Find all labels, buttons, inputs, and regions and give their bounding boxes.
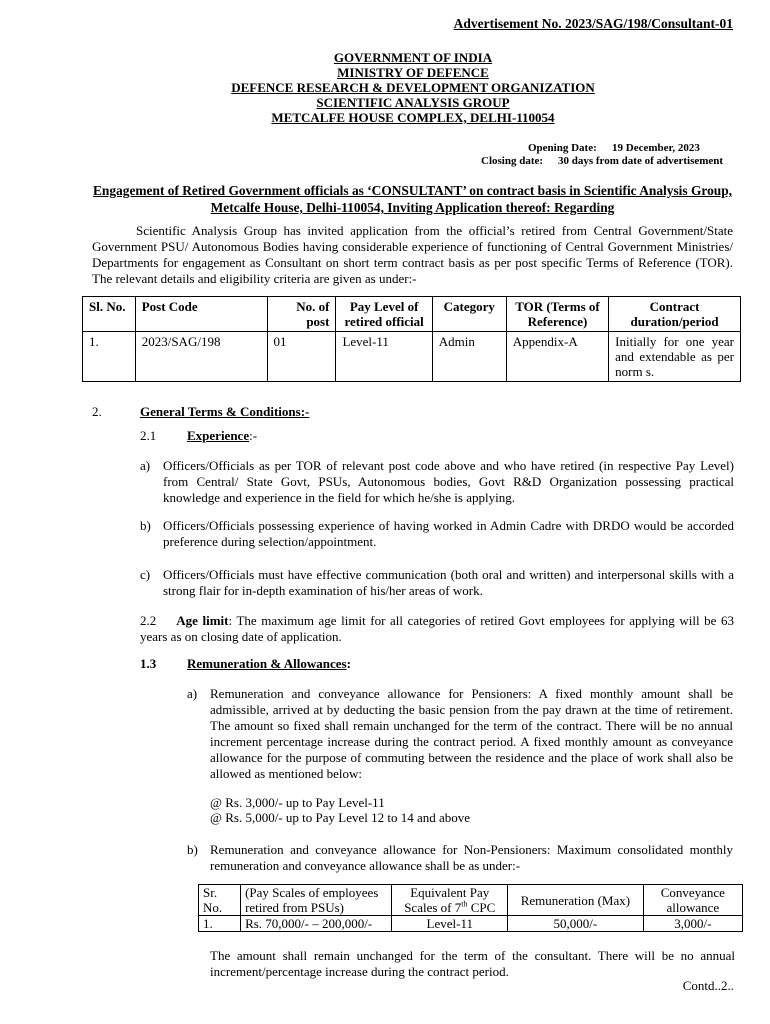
rem-header-equivalent-post: CPC: [467, 900, 496, 915]
header-organization: DEFENCE RESEARCH & DEVELOPMENT ORGANIZATION: [231, 80, 595, 95]
advertisement-number: Advertisement No. 2023/SAG/198/Consultant-01: [453, 16, 733, 31]
rem-cell-pay-scales: Rs. 70,000/- – 200,000/-: [241, 916, 392, 932]
rem-header-conveyance: Conveyance allowance: [643, 885, 742, 916]
closing-date-value: 30 days from date of advertisement: [558, 155, 724, 167]
remuneration-item-a-label: a): [187, 686, 198, 701]
section-2-number: 2.: [92, 404, 102, 419]
subsection-1-3-title: Remuneration & Allowances: [187, 656, 347, 671]
experience-item-c-label: c): [140, 567, 151, 582]
rem-header-equivalent-sup: th: [461, 899, 468, 909]
posts-header-tor: TOR (Terms of Reference): [506, 297, 608, 332]
rem-header-equivalent: [392, 885, 508, 916]
remuneration-table: [198, 884, 743, 932]
posts-cell-tor: Appendix-A: [506, 332, 608, 382]
subsection-1-3-suffix: :: [346, 656, 351, 671]
remuneration-item-b-label: b): [187, 842, 198, 857]
subsection-2-2-number: 2.2: [140, 613, 157, 628]
subsection-1-3-heading: [187, 656, 351, 672]
experience-item-a-label: a): [140, 458, 151, 473]
experience-item-c-text: Officers/Officials must have effective communication (both oral and written) and interpersonal skills with a strong flair for in-depth examination of his/her areas of work.: [163, 567, 734, 598]
continued-marker: Contd..2..: [682, 978, 734, 993]
remuneration-table-header-row: [199, 885, 743, 916]
posts-header-count: No. of post: [267, 297, 336, 332]
closing-date-label: Closing date:: [481, 155, 544, 167]
subject-heading: Engagement of Retired Government officials as ‘CONSULTANT’ on contract basis in Scientific Analysis Group, Metcalfe House, Delhi-110054, Inviting Application thereof: Regarding: [92, 183, 733, 215]
posts-cell-category: Admin: [432, 332, 506, 382]
subsection-2-1-suffix: :-: [249, 428, 258, 443]
experience-item-b-label: b): [140, 518, 151, 533]
posts-header-pay-level: Pay Level of retired official: [336, 297, 432, 332]
remuneration-item-b-text: Remuneration and conveyance allowance for Non-Pensioners: Maximum consolidated monthly remuneration and conveyance allowance shall be as under:-: [210, 842, 733, 873]
experience-item-b-text: Officers/Officials possessing experience of having worked in Admin Cadre with DRDO would be accorded preference during selection/appointment.: [163, 518, 734, 549]
opening-date-value: 19 December, 2023: [612, 142, 700, 154]
posts-header-category: Category: [432, 297, 506, 332]
subsection-2-1-title: Experience: [187, 428, 250, 443]
closing-note: The amount shall remain unchanged for the term of the consultant. There will be no annual increment/percentage increase during the contract period.: [210, 948, 735, 979]
header-ministry: MINISTRY OF DEFENCE: [337, 65, 489, 80]
posts-table: [82, 296, 741, 382]
header-government: GOVERNMENT OF INDIA: [333, 50, 493, 65]
intro-text: Scientific Analysis Group has invited application from the official’s retired from Central Government/State Government PSU/ Autonomous Bodies having considerable experience of functioning of Central Government Ministries/ Departments for engagement as Consultant on short term contract basis as per post specific Terms of Reference (TOR). The relevant details and eligibility criteria are given as under:-: [92, 223, 733, 286]
rem-cell-conveyance: 3,000/-: [643, 916, 742, 932]
rem-header-pay-scales: (Pay Scales of employees retired from PSUs): [241, 885, 392, 916]
header-address: METCALFE HOUSE COMPLEX, DELHI-110054: [271, 110, 555, 125]
rem-header-sr: Sr. No.: [199, 885, 241, 916]
age-limit-text: : The maximum age limit for all categories of retired Govt employees for applying will be 63 years as on closing date of application.: [140, 613, 734, 644]
rem-cell-remuneration: 50,000/-: [508, 916, 644, 932]
opening-date-label: Opening Date:: [528, 142, 597, 154]
conveyance-rate-2: @ Rs. 5,000/- up to Pay Level 12 to 14 and above: [210, 810, 471, 825]
rem-cell-equivalent: Level-11: [392, 916, 508, 932]
header-group: SCIENTIFIC ANALYSIS GROUP: [316, 95, 510, 110]
table-row: [83, 332, 741, 382]
subsection-1-3-number: 1.3: [140, 656, 157, 671]
table-row: [199, 916, 743, 932]
age-limit-paragraph: [140, 613, 734, 645]
intro-paragraph: [92, 223, 733, 287]
rem-header-equivalent-pre: Equivalent Pay Scales of 7: [404, 885, 490, 915]
subsection-2-1-heading: [187, 428, 257, 444]
experience-item-a-text: Officers/Officials as per TOR of relevant post code above and who have retired (in respective Pay Level) from Central/ State Govt, PSUs, Autonomous bodies, Govt R&D Organization possessing practical knowledge and experience in the field for which he/she is applying.: [163, 458, 734, 505]
subsection-2-1-number: 2.1: [140, 428, 157, 443]
posts-header-duration: Contract duration/period: [609, 297, 741, 332]
posts-cell-count: 01: [267, 332, 336, 382]
rem-cell-sr: 1.: [199, 916, 241, 932]
posts-cell-duration: Initially for one year and extendable as per norm s.: [609, 332, 741, 382]
conveyance-rate-1: @ Rs. 3,000/- up to Pay Level-11: [210, 795, 385, 810]
posts-cell-code: 2023/SAG/198: [135, 332, 267, 382]
posts-header-sl: Sl. No.: [83, 297, 136, 332]
posts-header-code: Post Code: [135, 297, 267, 332]
posts-cell-pay-level: Level-11: [336, 332, 432, 382]
section-2-title: General Terms & Conditions:-: [140, 404, 310, 419]
age-limit-title: Age limit: [176, 613, 229, 628]
posts-cell-sl: 1.: [83, 332, 136, 382]
remuneration-item-a-text: Remuneration and conveyance allowance for Pensioners: A fixed monthly amount shall be admissible, arrived at by deducting the basic pension from the pay drawn at the time of retirement. The amount so fixed shall remain unchanged for the term of the contract. There will be no annual increment percentage increase during the contract period. A fixed monthly amount as conveyance allowance for the purpose of commuting between the residence and the place of work shall also be allowed as mentioned below:: [210, 686, 733, 781]
rem-header-remuneration: Remuneration (Max): [508, 885, 644, 916]
posts-table-header-row: [83, 297, 741, 332]
